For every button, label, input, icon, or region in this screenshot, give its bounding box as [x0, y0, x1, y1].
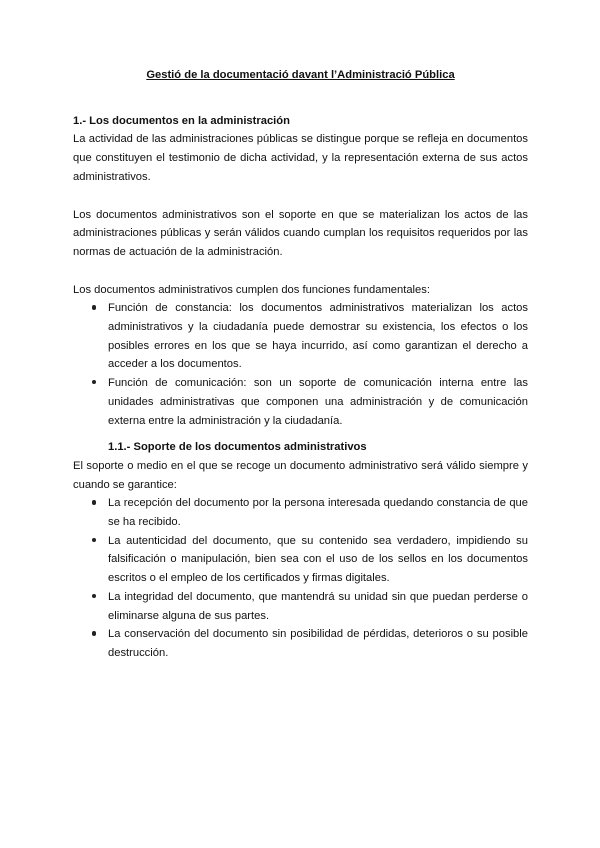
spacer — [73, 430, 528, 438]
list-item — [108, 588, 528, 625]
document-page — [73, 66, 528, 663]
paragraph: Los documentos administrativos cumplen dos funciones fundamentales: — [73, 283, 430, 296]
list-item-text: La conservación del documento sin posibilidad de pérdidas, deterioros o su posible destrucción. — [108, 628, 528, 659]
bullet-icon — [89, 625, 99, 644]
list-item — [108, 625, 528, 662]
spacer — [73, 262, 528, 281]
list-item — [108, 494, 528, 531]
list-item-text: Función de comunicación: son un soporte de comunicación interna entre las unidades administrativas que componen una administración y de comunicación externa entre la administración y la ciudadanía. — [108, 377, 528, 427]
bullet-list — [73, 299, 528, 430]
list-item-text: La autenticidad del documento, que su contenido sea verdadero, impidiendo su falsificación o manipulación, bien sea con el uso de los sellos en los documentos escritos o el empleo de los certificados y firmas digitales. — [108, 534, 528, 585]
list-item-text: La integridad del documento, que mantendrá su unidad sin que puedan perderse o eliminarse alguna de sus partes. — [108, 590, 528, 622]
paragraph: Los documentos administrativos son el soporte en que se materializan los actos de las administraciones públicas y serán válidos cuando cumplan los requisitos requeridos por las normas de actuación de la administración. — [73, 208, 528, 258]
list-item — [108, 532, 528, 588]
list-item-text: La recepción del documento por la persona interesada quedando constancia de que se ha recibido. — [108, 497, 528, 529]
section-heading: 1.- Los documentos en la administración — [73, 114, 290, 127]
subsection-heading: 1.1.- Soporte de los documentos administrativos — [108, 441, 367, 454]
paragraph: La actividad de las administraciones públicas se distingue porque se refleja en documentos que constituyen el testimonio de dicha actividad, y la representación externa de sus actos administrativos. — [73, 133, 528, 183]
list-item — [108, 374, 528, 430]
paragraph: El soporte o medio en el que se recoge un documento administrativo será válido siempre y cuando se garantice: — [73, 459, 528, 491]
list-item — [108, 299, 528, 374]
bullet-icon — [89, 494, 99, 513]
document-title: Gestió de la documentació davant l’Administració Pública — [146, 69, 455, 81]
bullet-icon — [89, 532, 99, 551]
list-item-text: Función de constancia: los documentos administrativos materializan los actos administrativos y la ciudadanía puede demostrar su existencia, los efectos o los posibles errores en los que se haya incurrido, así como garantizan el derecho a acceder a los documentos. — [108, 302, 528, 371]
bullet-icon — [89, 588, 99, 607]
bullet-list — [73, 494, 528, 662]
bullet-icon — [89, 299, 99, 318]
bullet-icon — [89, 374, 99, 393]
spacer — [73, 187, 528, 206]
